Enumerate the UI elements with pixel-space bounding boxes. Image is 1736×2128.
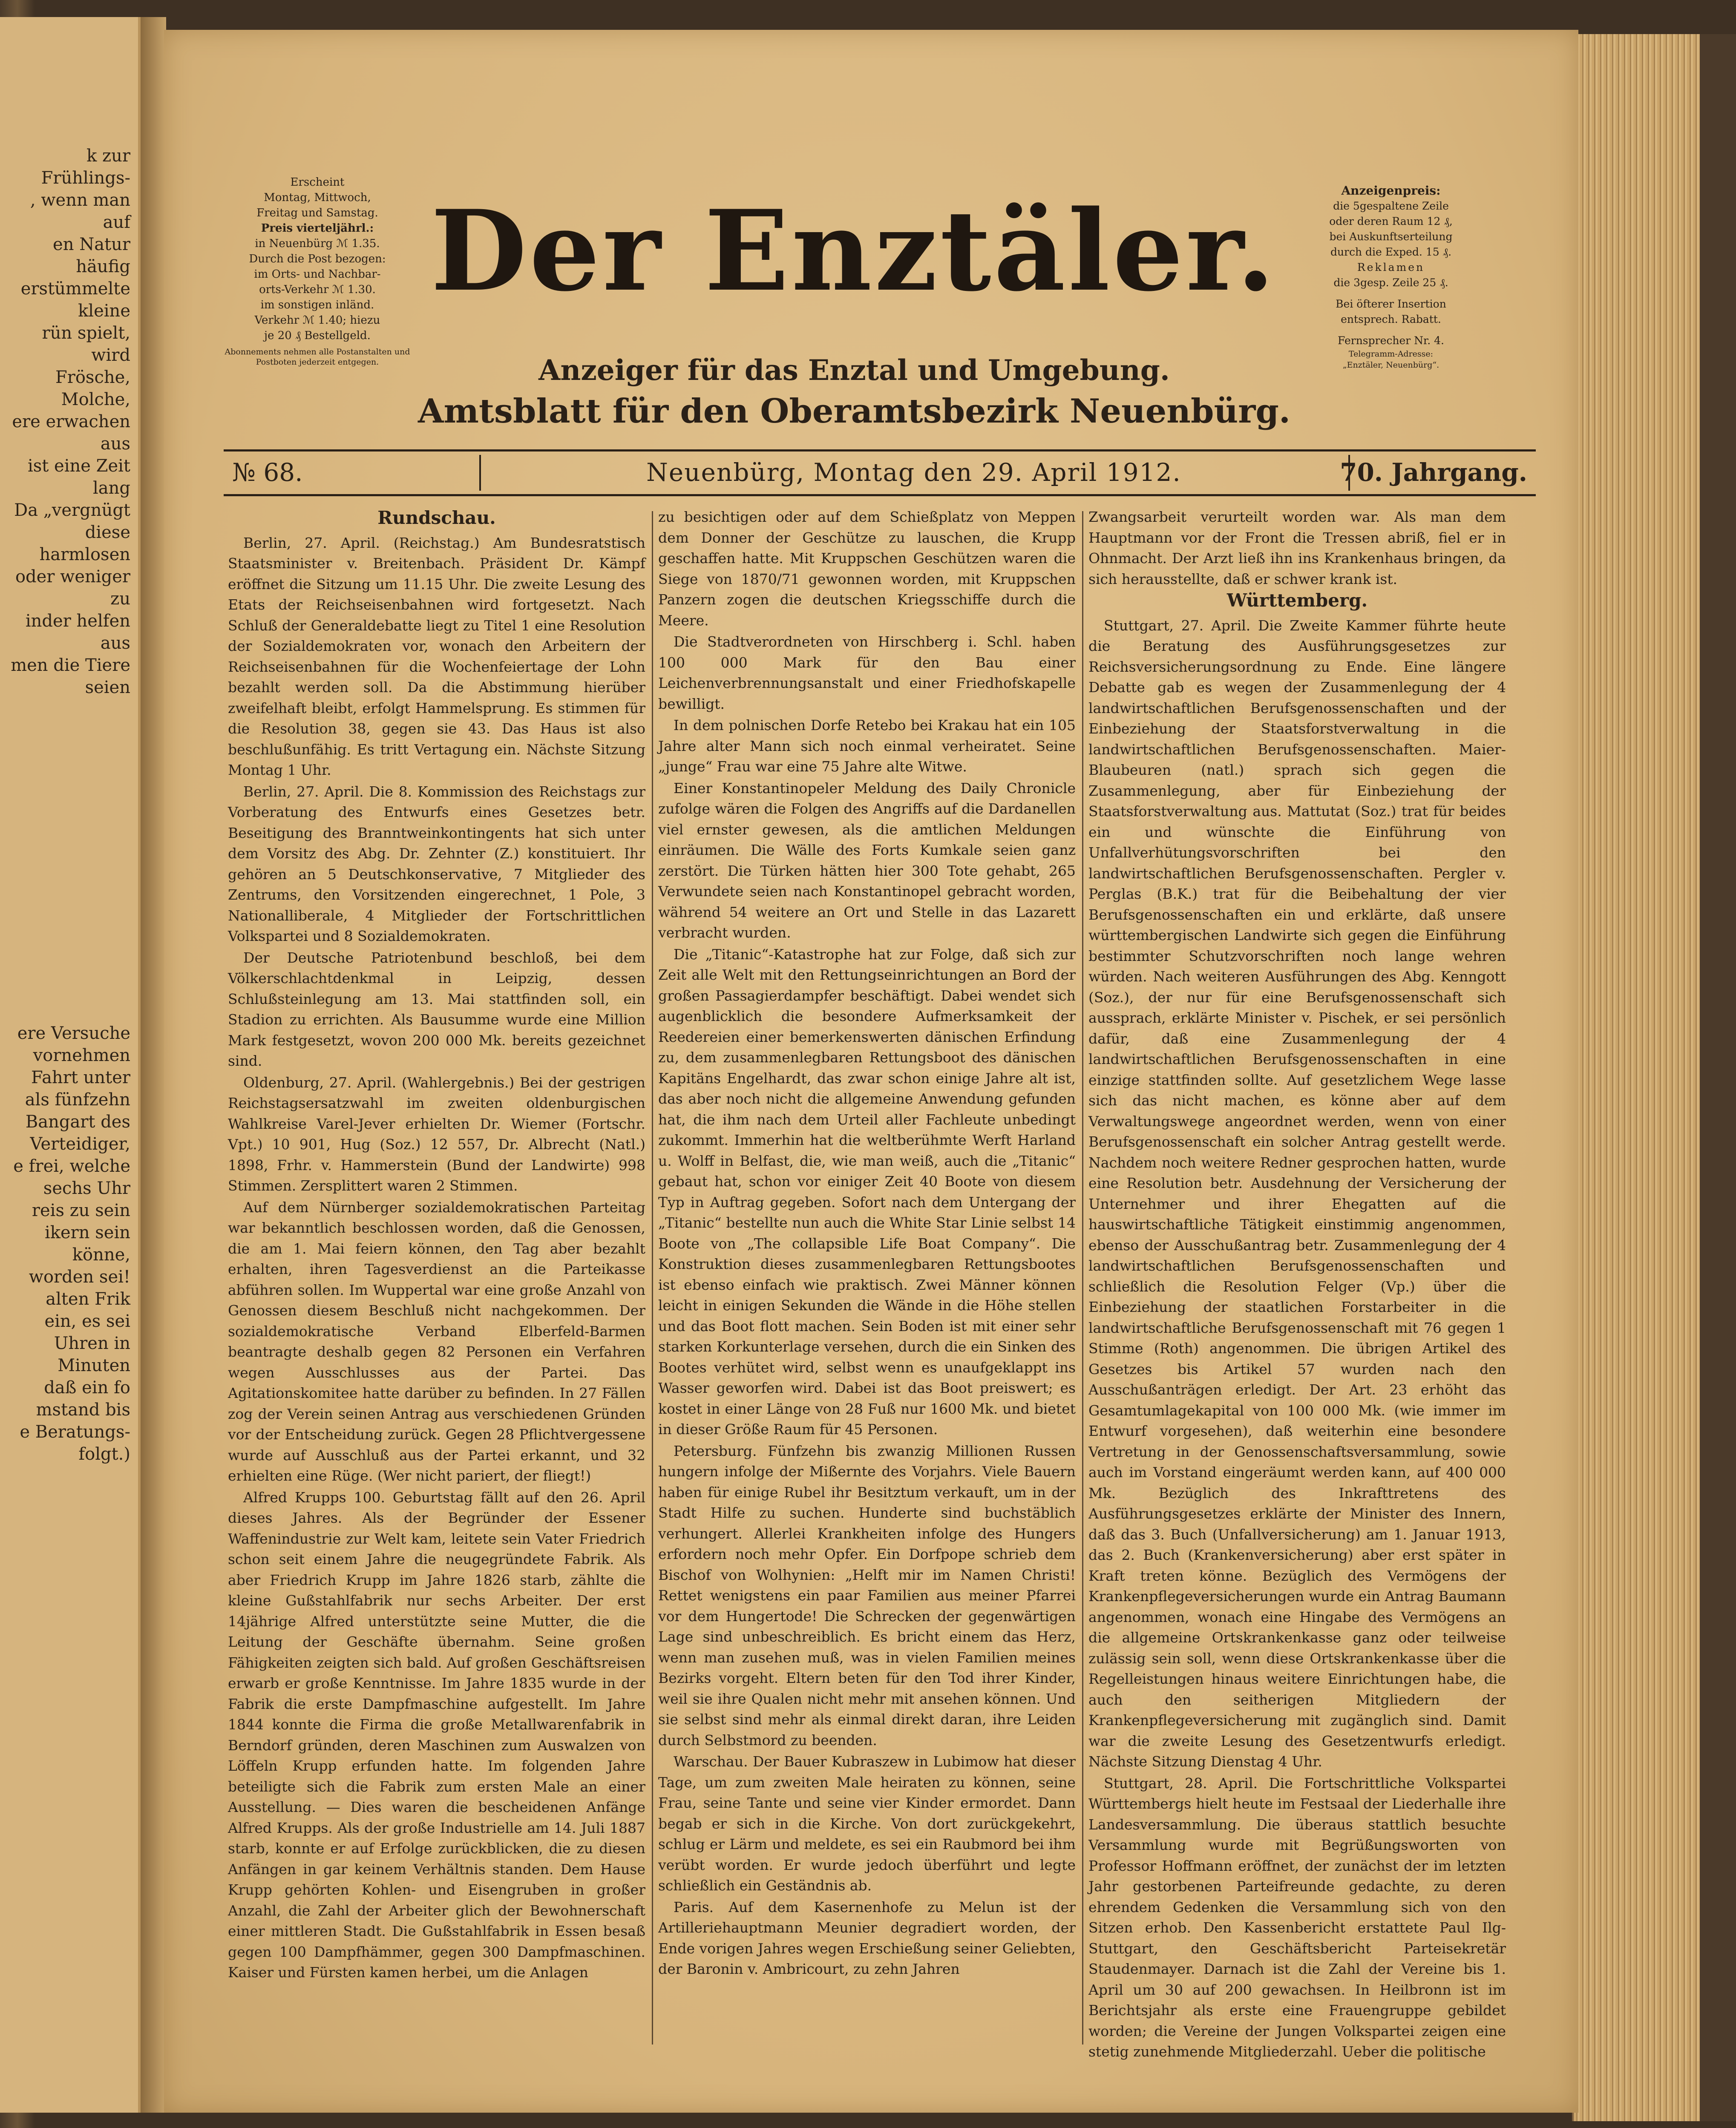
issue-number: № 68. xyxy=(232,458,303,487)
column-rule xyxy=(1082,511,1083,2045)
info-line: Freitag und Samstag. xyxy=(256,207,378,219)
article-paragraph: Berlin, 27. April. Die 8. Kommission des Reichstags zur Vorberatung des Entwurfs eines Gesetzes betr. Beseitigung des Branntweinkontingents hat sich unter dem Vorsitz des Abg. Dr. Zehnter (Z.) konstituiert. Ihr gehören an 5 Deutschkonservative, 7 Mitglieder des Zentrums, den Vorsitzenden eingerechnet, 1 Pole, 3 Nationalliberale, 4 Mitglieder der Fortschrittlichen Volkspartei und 8 Sozialdemokraten. xyxy=(228,783,645,944)
article-paragraph: Paris. Auf dem Kasernenhofe zu Melun ist der Artilleriehauptmann Meunier degradiert worden, der Ende vorigen Jahres wegen Erschießung seiner Geliebten, der Baronin v. Ambricourt, zu zehn Jahren xyxy=(658,1898,1076,1977)
article-paragraph: Warschau. Der Bauer Kubraszew in Lubimow hat dieser Tage, um zum zweiten Male heiraten zu können, seine Frau, seine Tante und seine vier Kinder ermordet. Dann begab er sich in die Kirche. Von dort zurückgekehrt, schlug er Lärm und meldete, es sei ein Raubmord bei ihm verübt worden. Er wurde jedoch überführt und legte schließlich ein Geständnis ab. xyxy=(658,1753,1076,1894)
section-heading-rundschau: Rundschau. xyxy=(377,507,496,528)
info-line: orts-Verkehr ℳ 1.30. xyxy=(259,283,376,296)
article-paragraph: Zwangsarbeit verurteilt worden war. Als man dem Hauptmann vor der Front die Tressen abriß, fiel er in Ohnmacht. Der Arzt ließ ihn ins Krankenhaus bringen, da sich herausstellte, daß er schwer krank ist. xyxy=(1088,509,1506,587)
info-line: je 20 ₰ Bestellgeld. xyxy=(264,329,371,342)
info-line: Durch die Post bezogen: xyxy=(249,253,386,265)
issue-date: Neuenbürg, Montag den 29. April 1912. xyxy=(646,458,1181,487)
article-paragraph: Stuttgart, 27. April. Die Zweite Kammer führte heute die Beratung des Ausführungsgesetzes zur Reichsversicherungsordnung zu Ende. Eine längere Debatte gab es wegen der Zusammenlegung der 4 landwirtschaftlichen Berufsgenossenschaften und der Einbeziehung der Staatsforstverwaltung in die landwirtschaftlichen Berufsgenossenschaften. Maier-Blaubeuren (natl.) sprach sich gegen die Zusammenlegung, aber für Einbeziehung der Staatsforstverwaltung aus. Mattutat (Soz.) trat für beides ein und wünschte die Einführung von Unfallverhütungsvorschriften bei den landwirtschaftlichen Berufsgenossenschaften. Pergler v. Perglas (B.K.) trat für die Beibehaltung der vier Berufsgenossenschaften ein und erklärte, daß unsere württembergischen Landwirte sich gegen die Einführung bestimmter Schutzvorschriften noch lange wehren würden. Nach weiteren Ausführungen des Abg. Kenngott (Soz.), der nur für eine Berufsgenossenschaft sich aussprach, erklärte Minister v. Pischek, er sei persönlich dafür, daß eine Zusammenlegung der 4 landwirtschaftlichen Berufsgenossenschaften in eine einzige stattfinden sollte. Auf gesetzlichem Wege lasse sich das nicht machen, es könne aber auf dem Verwaltungswege angeordnet werden, wenn von einer Berufsgenossenschaft ein solcher Antrag gestellt werde. Nachdem noch weitere Redner gesprochen hatten, wurde eine Resolution betr. Ausdehnung der Versicherung der Unternehmer und ihrer Ehegatten auf die hauswirtschaftliche Tätigkeit einstimmig angenommen, ebenso der Ausschußantrag betr. Zusammenlegung der 4 landwirtschaftlichen Berufsgenossenschaften und schließlich die Resolution Felger (Vp.) über die Einbeziehung der staatlichen Forstarbeiter in die landwirtschaftliche Berufsgenossenschaft mit 76 gegen 1 Stimme (Roth) angenommen. Die übrigen Artikel des Gesetzes bis Artikel 57 wurden nach den Ausschußanträgen erledigt. Der Art. 23 erhöht das Gesamtumlagekapital von 100 000 Mk. (wie immer im Entwurf vorgesehen), daß weiterhin eine besondere Vertretung in der Genossenschaftsversammlung, sowie auch im Vorstand eingeräumt werden kann, auf 400 000 Mk. Bezüglich des Inkrafttretens des Ausführungsgesetzes erklärte der Minister des Innern, daß das 3. Buch (Unfallversicherung) am 1. Januar 1913, das 2. Buch (Krankenversicherung) aber erst später in Kraft treten könne. Bezüglich des Vermögens der Krankenpflegeversicherungen wurde ein Antrag Baumann angenommen, wonach eine Hingabe des Vermögens an die allgemeine Ortskrankenkasse ganz oder teilweise zulässig sein soll, wenn diese Ortskrankenkasse über die Regelleistungen hinaus weitere Einrichtungen habe, die auch den seitherigen Mitgliedern der Krankenpflegeversicherung mit zugänglich sind. Damit war die zweite Lesung des Gesetzentwurfs erledigt. Nächste Sitzung Dienstag 4 Uhr. xyxy=(1088,617,1506,1770)
rates-line: entsprech. Rabatt. xyxy=(1341,313,1441,325)
article-paragraph: Die Stadtverordneten von Hirschberg i. Schl. haben 100 000 Mark für den Bau einer Leichenverbrennungsanstalt und einer Friedhofskapelle bewilligt. xyxy=(658,633,1076,712)
official-gazette-line: Amtsblatt für den Oberamtsbezirk Neuenbürg. xyxy=(417,392,1291,431)
volume-year: 70. Jahrgang. xyxy=(1340,458,1527,487)
subscription-note: Abonnements nehmen alle Postanstalten und Postboten jederzeit entgegen. xyxy=(225,347,410,367)
article-paragraph: In dem polnischen Dorfe Retebo bei Krakau hat ein 105 Jahre alter Mann sich noch einmal verheiratet. Seine „junge“ Frau war eine 75 Jahre alte Witwe. xyxy=(658,717,1076,775)
masthead xyxy=(164,30,1578,439)
binding-cover xyxy=(1700,34,1736,2121)
rates-heading: Anzeigenpreis: xyxy=(1341,184,1441,198)
telegram-address: „Enztäler, Neuenbürg“. xyxy=(1342,360,1439,370)
left-page-fragment-bottom: ere Versuche vornehmen Fahrt unter als fünfzehn Bangart des Verteidiger, e frei, welche sechs Uhr reis zu sein ikern sein könne, worden sei! alten Frik ein, es sei Uhren in Minuten daß ein fo mstand bis e Beratungs- folgt.) xyxy=(13,1024,130,1464)
section-heading-wuerttemberg: Württemberg. xyxy=(1226,590,1368,611)
newspaper-title: Der Enztäler. xyxy=(431,186,1278,316)
article-paragraph: Der Deutsche Patriotenbund beschloß, bei dem Völkerschlachtdenkmal in Leipzig, dessen Schlußsteinlegung am 13. Mai stattfinden soll, ein Stadion zu errichten. Als Bausumme wurde eine Million Mark festgesetzt, wovon 200 000 Mk. bereits gezeichnet sind. xyxy=(228,949,645,1069)
info-line: Erscheint xyxy=(290,176,345,189)
left-neighbour-page xyxy=(0,17,141,2113)
info-line: in Neuenbürg ℳ 1.35. xyxy=(255,237,380,250)
article-paragraph: Die „Titanic“-Katastrophe hat zur Folge, daß sich zur Zeit alle Welt mit den Rettungseinrichtungen an Bord der großen Passagierdampfer beschäftigt. Dabei wendet sich augenblicklich die besondere Aufmerksamkeit der Reedereien einer bemerkenswerten dänischen Erfindung zu, dem zusammenlegbaren Rettungsboot des dänischen Kapitäns Engelhardt, das zwar schon einige Jahre alt ist, das aber noch nicht die allgemeine Anwendung gefunden hat, die ihm nach dem Urteil aller Fachleute unbedingt zukommt. Immerhin hat die weltberühmte Werft Harland u. Wolff in Belfast, die, wie man weiß, auch die „Titanic“ gebaut hat, schon vor einiger Zeit 40 Boote von diesem Typ in Auftrag gegeben. Sofort nach dem Untergang der „Titanic“ bestellte nun auch die White Star Linie selbst 14 Boote von „The collapsible Life Boat Company“. Die Konstruktion dieses zusammenlegbaren Rettungsbootes ist ebenso einfach wie praktisch. Zwei Männer können leicht in einigen Sekunden die Wände in die Höhe stellen und das Boot flott machen. Sein Boden ist mit einer sehr starken Korkunterlage versehen, durch die ein Sinken des Bootes verhütet wird, selbst wenn es unaufgeklappt ins Wasser geworfen wird. Dabei ist das Boot preiswert; es kostet in einer Länge von 28 Fuß nur 1600 Mk. und bietet in dieser Größe Raum für 45 Personen. xyxy=(658,946,1076,1438)
article-paragraph: Auf dem Nürnberger sozialdemokratischen Parteitag war bekanntlich beschlossen worden, daß die Genossen, die am 1. Mai feiern können, den Tag aber bezahlt erhalten, ihren Tagesverdienst an die Parteikasse abführen sollen. Im Wuppertal war eine große Anzahl von Genossen diesem Beschluß nicht nachgekommen. Der sozialdemokratische Verband Elberfeld-Barmen beantragte deshalb gegen 82 Personen ein Verfahren wegen Ausschlusses aus der Partei. Das Agitationskomitee hatte darüber zu befinden. In 27 Fällen zog der Verein seinen Antrag aus verschiedenen Gründen vor der Entscheidung zurück. Gegen 28 Pflichtvergessene wurde auf Ausschluß aus der Partei erkannt, und 32 erhielten eine Rüge. (Wer nicht pariert, der fliegt!) xyxy=(228,1199,645,1484)
info-line: Preis vierteljährl.: xyxy=(261,222,374,235)
info-line: im sonstigen inländ. xyxy=(260,299,374,311)
newspaper-page xyxy=(164,30,1578,2113)
rates-line: Bei öfterer Insertion xyxy=(1336,298,1446,310)
info-line: Verkehr ℳ 1.40; hiezu xyxy=(254,314,380,327)
article-paragraph: Petersburg. Fünfzehn bis zwanzig Millionen Russen hungern infolge der Mißernte des Vorjahrs. Viele Bauern haben für einige Rubel ihr Besitztum verkauft, um in der Stadt Hilfe zu suchen. Hunderte sind buchstäblich verhungert. Allerlei Krankheiten infolge des Hungers erfordern noch mehr Opfer. Ein Dorfpope schrieb dem Bischof von Wolhynien: „Helft mir im Namen Christi! Rettet wenigstens ein paar Familien aus meiner Pfarrei vor dem Hungertode! Die Schrecken der gegenwärtigen Lage sind unbeschreiblich. Es bricht einem das Herz, wenn man zusehen muß, was in vielen Familien meines Bezirks vorgeht. Eltern beten für den Tod ihrer Kinder, weil sie ihre Qualen nicht mehr mit ansehen können. Und sie selbst sind mehr als einmal direkt daran, ihre Leiden durch Selbstmord zu beenden. xyxy=(658,1442,1076,1748)
book-spine-shadow xyxy=(141,17,166,2113)
article-paragraph: Berlin, 27. April. (Reichstag.) Am Bundesratstisch Staatsminister v. Breitenbach. Präsident Dr. Kämpf eröffnet die Sitzung um 11.15 Uhr. Die zweite Lesung des Etats der Reichseisenbahnen wird fortgesetzt. Nach Schluß der Generaldebatte liegt zu Titel 1 eine Resolution der Sozialdemokraten vor, wonach den Arbeitern der Reichseisenbahnen für die Wochenfeiertage der Lohn bezahlt werden soll. Da die Abstimmung hierüber zweifelhaft bleibt, erfolgt Hammelsprung. Es stimmen für die Resolution 38, gegen sie 43. Das Haus ist also beschlußunfähig. Es tritt Vertagung ein. Nächste Sitzung Montag 1 Uhr. xyxy=(228,534,645,778)
telegram-label: Telegramm-Adresse: xyxy=(1348,349,1434,359)
subscription-info xyxy=(224,175,411,367)
column-1 xyxy=(228,507,645,2049)
article-paragraph: zu besichtigen oder auf dem Schießplatz von Meppen dem Donner der Geschütze zu lauschen, die Krupp geschaffen hatte. Mit Kruppschen Geschützen waren die Siege von 1870/71 gewonnen worden, mit Kruppschen Panzern zogen die deutschen Kriegsschiffe durch die Meere. xyxy=(658,509,1076,629)
rates-line: die 5gespaltene Zeile xyxy=(1333,200,1449,212)
phone-line: Fernsprecher Nr. 4. xyxy=(1337,334,1445,347)
advertising-rates xyxy=(1306,183,1476,371)
column-rule xyxy=(652,511,653,2045)
rates-line: Reklamen xyxy=(1357,261,1425,273)
rates-line: durch die Exped. 15 ₰. xyxy=(1330,246,1452,258)
info-line: im Orts- und Nachbar- xyxy=(254,268,381,281)
info-line: Montag, Mittwoch, xyxy=(264,191,371,204)
column-3 xyxy=(1088,507,1506,2060)
newspaper-subtitle: Anzeiger für das Enztal und Umgebung. xyxy=(538,354,1170,387)
rates-line: oder deren Raum 12 ₰, xyxy=(1329,215,1453,227)
left-page-fragment-top: k zur Frühlings- , wenn man auf en Natur häufig erstümmelte kleine rün spielt, wird Frösche, Molche, ere erwachen aus ist eine Zeit lang Da „vergnügt diese harmlosen oder weniger zu inder helfen aus men die Tiere seien xyxy=(11,146,130,697)
article-paragraph: Alfred Krupps 100. Geburtstag fällt auf den 26. April dieses Jahres. Als der Begründer der Essener Waffenindustrie zur Welt kam, leitete sein Vater Friedrich schon seit einem Jahre die neugegründete Fabrik. Als aber Friedrich Krupp im Jahre 1826 starb, zählte die kleine Gußstahlfabrik nur sechs Arbeiter. Der erst 14jährige Alfred unterstützte seine Mutter, die die Leitung der Geschäfte übernahm. Seine großen Fähigkeiten zeigten sich bald. Auf großen Geschäftsreisen erwarb er große Kenntnisse. Im Jahre 1835 wurde in der Fabrik die erste Dampfmaschine aufgestellt. Im Jahre 1844 konnte die Firma die große Metallwarenfabrik in Berndorf gründen, deren Maschinen zum Auswalzen von Löffeln Krupp erfunden hatte. Im folgenden Jahre beteiligte sich die Fabrik zum ersten Male an einer Ausstellung. — Dies waren die bescheidenen Anfänge Alfred Krupps. Als der große Industrielle am 14. Juli 1887 starb, konnte er auf Erfolge zurückblicken, die zu diesen Anfängen in gar keinem Verhältnis standen. Dem Hause Krupp gehörten Kohlen- und Eisengruben in großer Anzahl, die Zahl der Arbeiter glich der Bewohnerschaft einer mittleren Stadt. Die Gußstahlfabrik in Essen besaß gegen 100 Dampfhämmer, gegen 300 Dampfmaschinen. Kaiser und Fürsten kamen herbei, um die Anlagen xyxy=(228,1489,645,1981)
dateline-bar xyxy=(224,449,1536,496)
article-paragraph: Stuttgart, 28. April. Die Fortschrittliche Volkspartei Württembergs hielt heute im Festsaal der Liederhalle ihre Landesversammlung. Die überaus stattlich besuchte Versammlung wurde mit Begrüßungsworten von Professor Hoffmann eröffnet, der zunächst der im letzten Jahr gestorbenen Parteifreunde gedachte, zu deren ehrendem Gedenken die Versammlung sich von den Sitzen erhob. Den Kassenbericht erstattete Paul Ilg-Stuttgart, den Geschäftsbericht Parteisekretär Staudenmayer. Darnach ist die Zahl der Vereine bis 1. April um 30 auf 200 gewachsen. In Heilbronn ist im Berichtsjahr als erste eine Frauengruppe gebildet worden; die Vereine der Jungen Volkspartei zeigen eine stetig zunehmende Mitgliederzahl. Ueber die politische xyxy=(1088,1774,1506,2060)
article-paragraph: Oldenburg, 27. April. (Wahlergebnis.) Bei der gestrigen Reichstagsersatzwahl im zweiten oldenburgischen Wahlkreise Varel-Jever erhielten Dr. Wiemer (Fortschr. Vpt.) 10 901, Hug (Soz.) 12 557, Dr. Albrecht (Natl.) 1898, Frhr. v. Hammerstein (Bund der Landwirte) 998 Stimmen. Zersplittert waren 2 Stimmen. xyxy=(228,1074,645,1194)
column-2 xyxy=(658,507,1076,2049)
rates-line: die 3gesp. Zeile 25 ₰. xyxy=(1333,276,1448,289)
article-paragraph: Einer Konstantinopeler Meldung des Daily Chronicle zufolge wären die Folgen des Angriffs auf die Dardanellen viel ernster gewesen, als die amtlichen Meldungen einräumen. Die Wälle des Forts Kumkale seien ganz zerstört. Die Türken hätten hier 300 Tote gehabt, 265 Verwundete seien nach Konstantinopel gebracht worden, während 54 weitere an Ort und Stelle in das Lazarett verbracht wurden. xyxy=(658,779,1076,941)
rates-line: bei Auskunftserteilung xyxy=(1329,230,1453,243)
